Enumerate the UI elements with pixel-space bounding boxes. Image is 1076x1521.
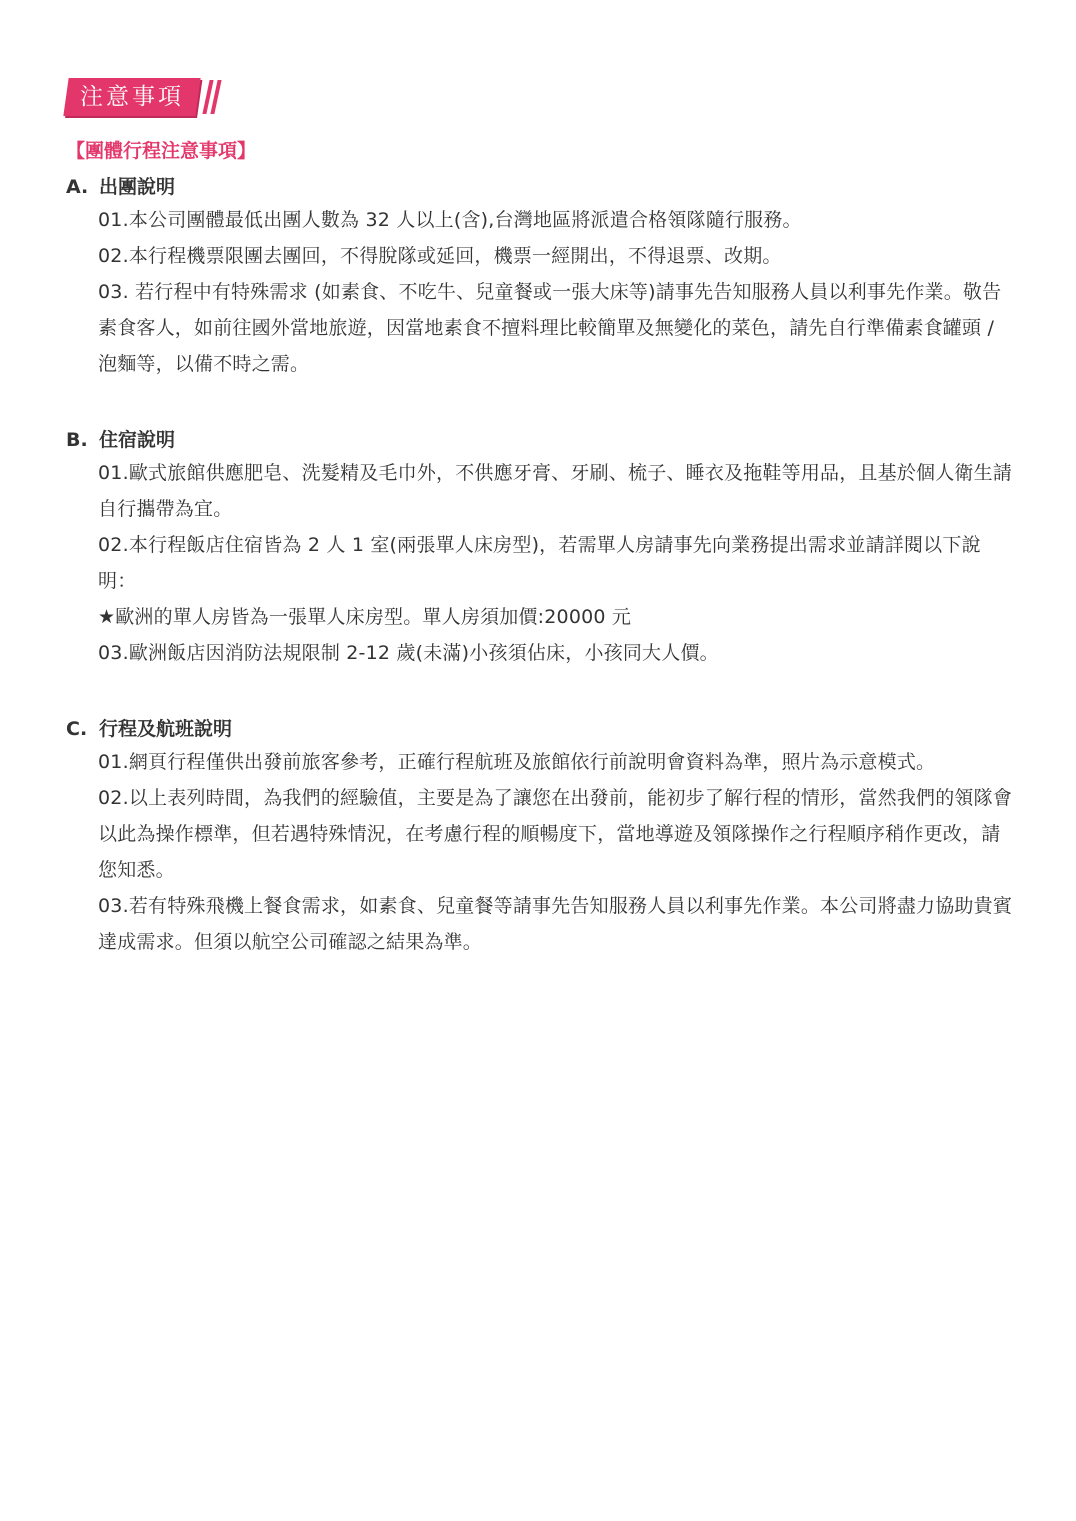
section-item-list [66,744,1016,960]
list-item: 02.本行程飯店住宿皆為 2 人 1 室(兩張單人床房型)，若需單人房請事先向業務提出需求並請詳閱以下說明： [98,534,981,592]
list-item: 02.以上表列時間，為我們的經驗值，主要是為了讓您在出發前，能初步了解行程的情形，當然我們的領隊會以此為操作標準，但若遇特殊情況，在考慮行程的順暢度下，當地導遊及領隊操作之行程順序稍作更改，請您知悉。 [98,787,1013,881]
list-item: 03.若有特殊飛機上餐食需求，如素食、兒童餐等請事先告知服務人員以利事先作業。本公司將盡力協助貴賓達成需求。但須以航空公司確認之結果為準。 [98,895,1013,953]
section-heading [66,425,1016,455]
section-letter: B. [66,429,88,451]
double-slash-decoration [206,78,222,116]
section-itinerary-flights [66,714,1016,960]
section-departure [66,172,1016,382]
list-item: 03. 若行程中有特殊需求 (如素食、不吃牛、兒童餐或一張大床等)請事先告知服務人員以利事先作業。敬告素食客人，如前往國外當地旅遊，因當地素食不擅料理比較簡單及無變化的菜色，請先自行準備素食罐頭 / 泡麵等，以備不時之需。 [98,281,1002,375]
notice-title-badge [66,78,222,116]
group-tour-notice-subtitle: 【團體行程注意事項】 [66,140,257,162]
list-item: 03.歐洲飯店因消防法規限制 2-12 歲(未滿)小孩須佔床，小孩同大人價。 [98,642,719,664]
section-title: 住宿說明 [99,429,176,451]
section-letter: A. [66,176,89,198]
section-accommodation [66,425,1016,671]
list-item: 01.歐式旅館供應肥皂、洗髮精及毛巾外，不供應牙膏、牙刷、梳子、睡衣及拖鞋等用品，且基於個人衛生請自行攜帶為宜。 [98,462,1013,520]
section-letter: C. [66,718,88,740]
section-title: 出團說明 [99,176,176,198]
notice-title-box [63,78,200,116]
list-item: ★歐洲的單人房皆為一張單人床房型。單人房須加價:20000 元 [98,606,632,628]
section-heading [66,714,1016,744]
list-item: 01.網頁行程僅供出發前旅客參考，正確行程航班及旅館依行前說明會資料為準，照片為示意模式。 [98,751,936,773]
section-title: 行程及航班說明 [99,718,233,740]
list-item: 01.本公司團體最低出團人數為 32 人以上(含),台灣地區將派遣合格領隊隨行服務。 [98,209,802,231]
section-item-list [66,202,1016,382]
notice-title-label: 注意事項 [80,84,184,110]
section-heading [66,172,1016,202]
section-item-list [66,455,1016,671]
list-item: 02.本行程機票限團去團回，不得脫隊或延回，機票一經開出，不得退票、改期。 [98,245,782,267]
